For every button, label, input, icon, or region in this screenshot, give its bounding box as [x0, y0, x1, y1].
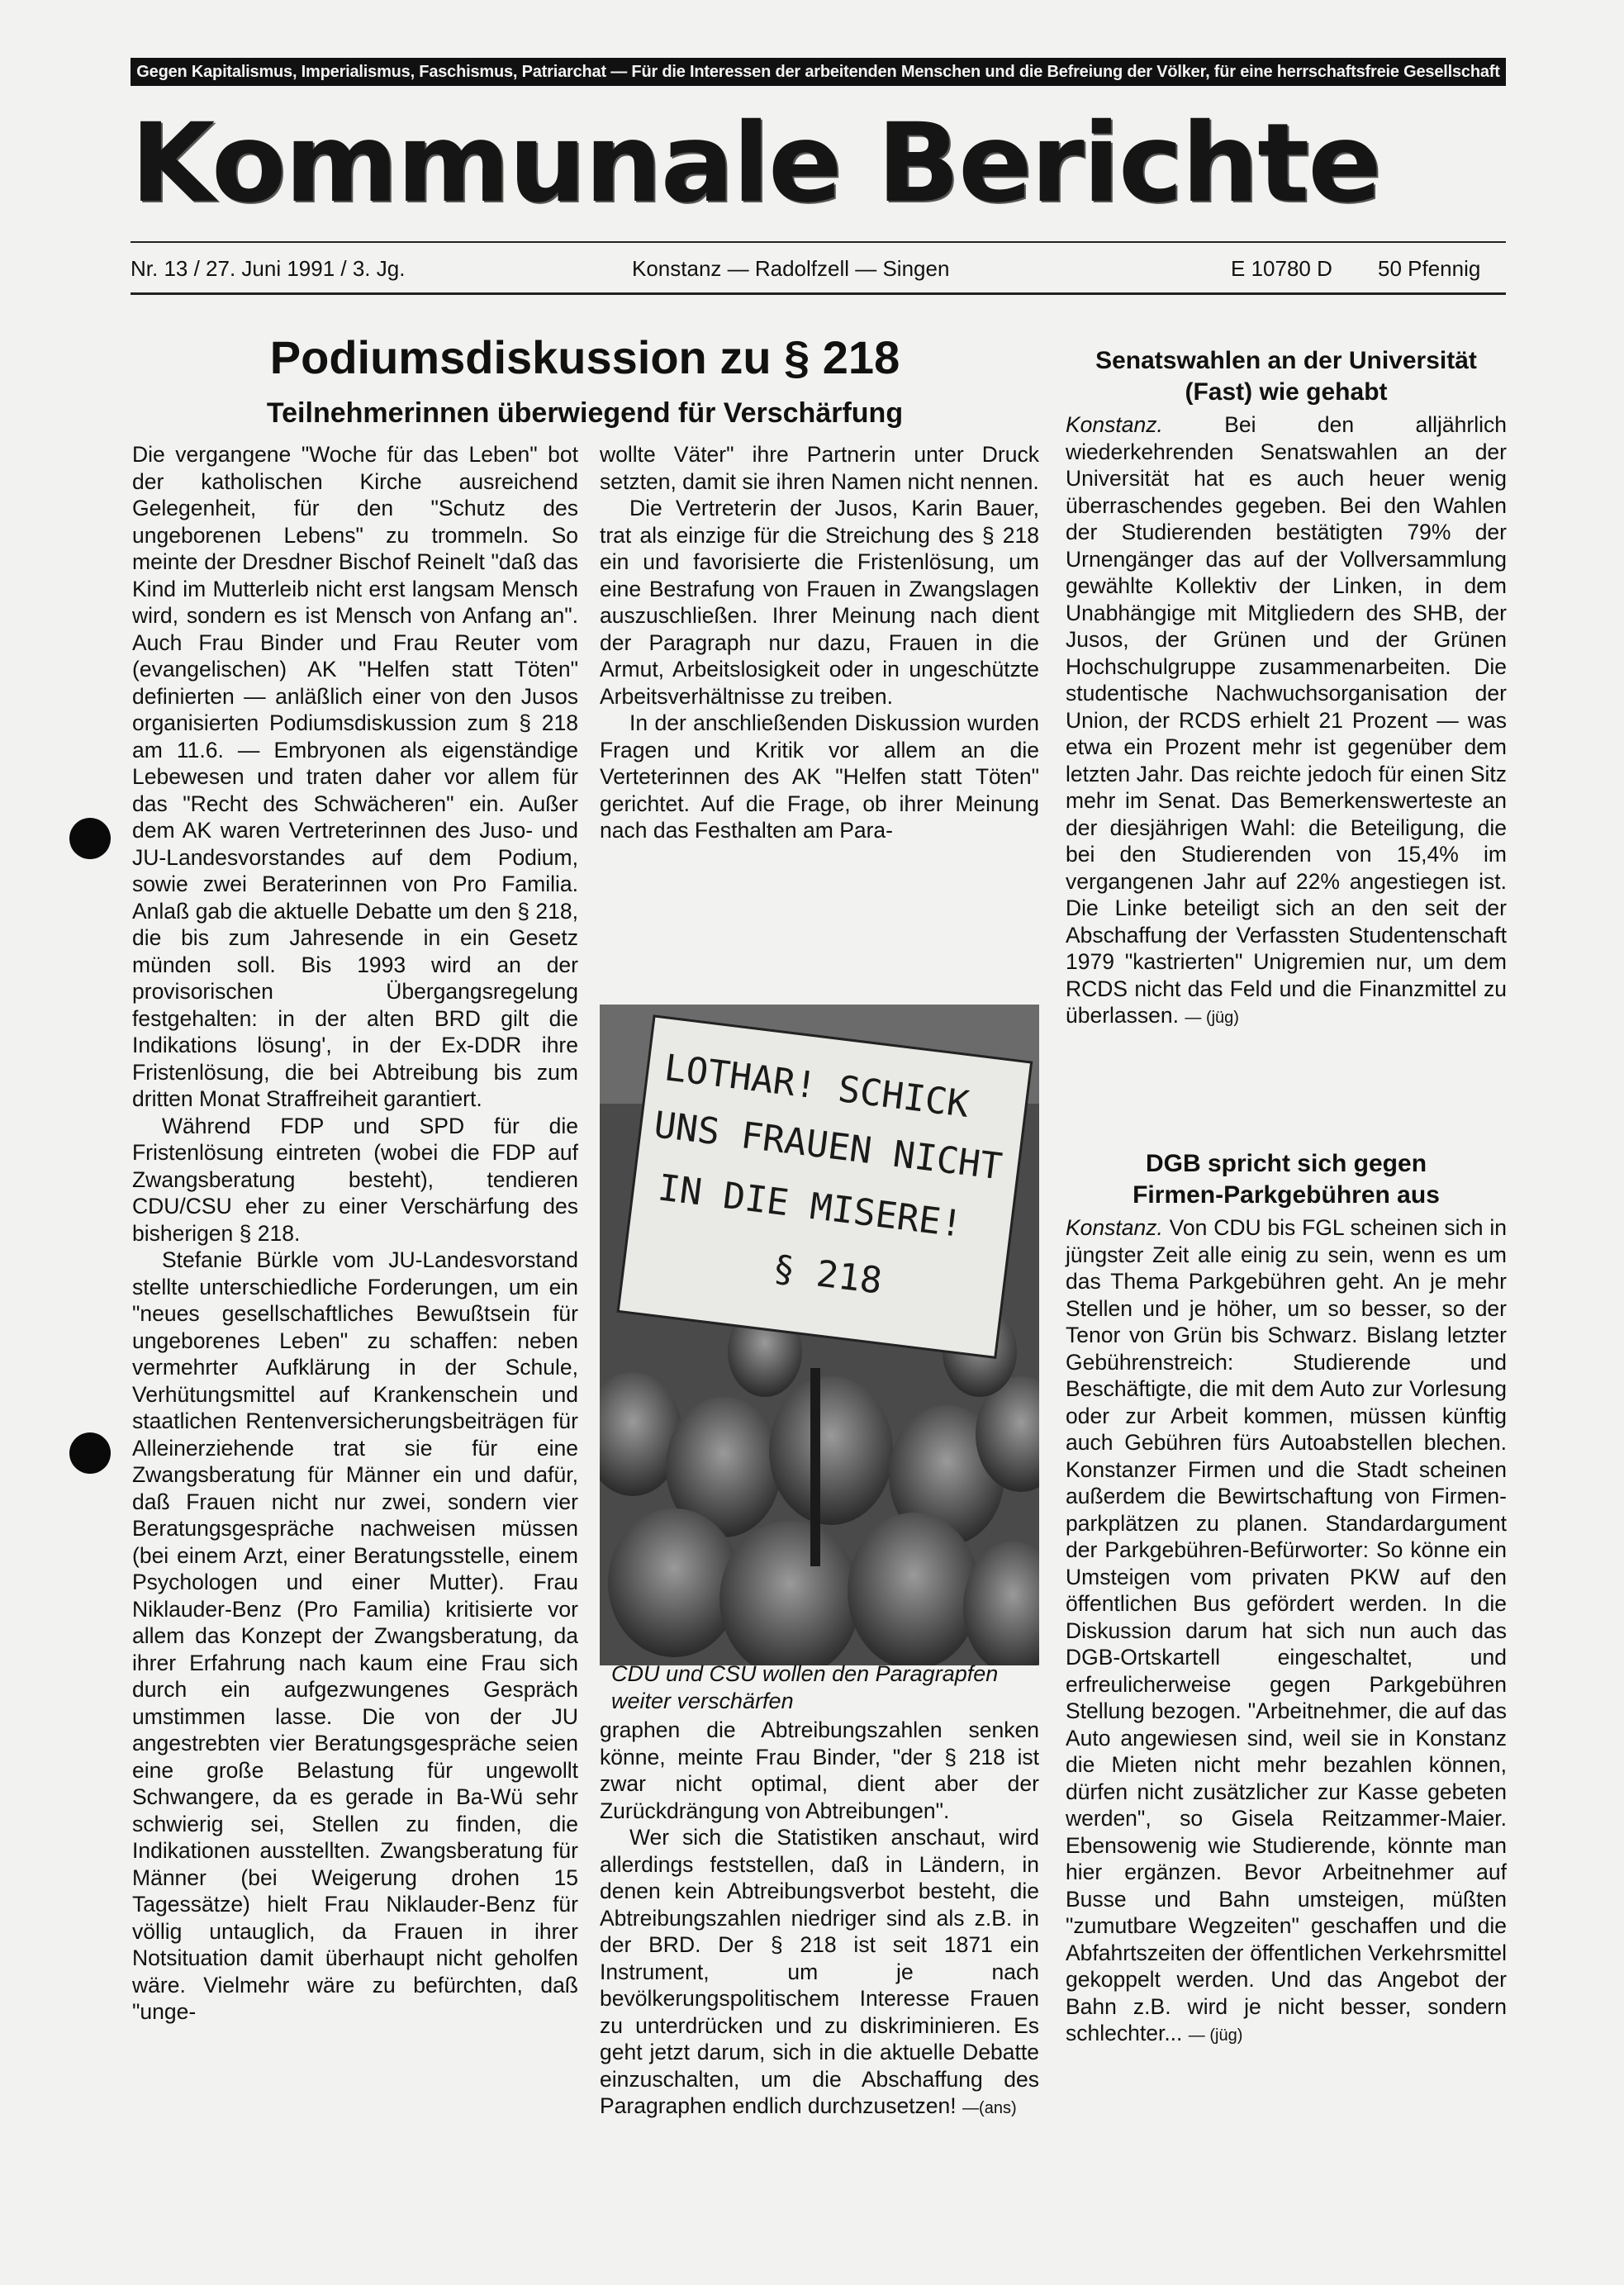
side-article-1-body [1066, 411, 1507, 1032]
sign-line: IN DIE MISERE! [655, 1166, 966, 1247]
main-article-column-2-top [600, 441, 1039, 844]
author-signature: — (jüg) [1185, 1009, 1239, 1027]
paragraph: Während FDP und SPD für die Fristenlösung eintreten (wobei die FDP auf Zwangsberatung besteht), tendieren CDU/CSU eher zu einer Verschärfung des bisherigen § 218. [132, 1113, 578, 1246]
side-article-2-headline: DGB spricht sich gegen Firmen-Parkgebühren aus [1133, 1150, 1440, 1209]
dateline: Konstanz. [1066, 1215, 1163, 1240]
masthead-title: Kommunale Berichte [131, 106, 1380, 221]
issue-info-bar [131, 251, 1506, 286]
issue-number: Nr. 13 / 27. Juni 1991 / 3. Jg. [131, 256, 406, 281]
paragraph: graphen die Abtreibungszahlen senken könne, meinte Frau Binder, "der § 218 ist zwar nicht optimal, dient aber der Zurückdrängung von Abtreibungen". [600, 1717, 1039, 1823]
paragraph: Die vergangene "Woche für das Leben" bot der katholischen Kirche ausreichend Gelegenheit, für den "Schutz des ungeborenen Lebens" zu trommeln. So meinte der Dresdner Bischof Reinelt "daß das Kind im Mutterleib nicht erst langsam Mensch wird, sondern es ist Mensch von Anfang an". Auch Frau Binder und Frau Reuter vom (evangelischen) AK "Helfen statt Töten" definierten — anläßlich einer von den Jusos organisierten Podiumsdiskussion zum § 218 am 11.6. — Embryonen als eigenständige Lebewesen und traten daher vor allem für das "Recht des Schwächeren" ein. Außer dem AK waren Vertreterinnen des Juso- und JU-Landesvorstandes auf dem Podium, sowie zwei Beraterinnen von Pro Familia. Anlaß gab die aktuelle Debatte um den § 218, die bis zum Jahresende in ein Gesetz münden soll. Bis 1993 wird an der provisorischen Übergangsregelung festgehalten: in der alten BRD gilt die Indikations lösung', in der Ex-DDR ihre Fristenlösung, die bei Abtreibung bis zum dritten Monat Straffreiheit garantiert. [132, 442, 578, 1111]
sign-line: LOTHAR! SCHICK [662, 1047, 971, 1126]
punch-hole-icon [69, 1432, 111, 1474]
side-article-1-headline: Senatswahlen an der Universität (Fast) wie gehabt [1095, 347, 1477, 406]
paragraph: Stefanie Bürkle vom JU-Landesvorstand stellte unterschiedliche Forderungen, um ein "neues gesellschaftliches Bewußtsein für ungeborenes Leben" zu schaffen: neben vermehrter Aufklärung in der Schule, Verhütungsmittel auf Krankenschein und staatlichen Rentenversicherungsbeiträgen für Alleinerziehende trat sie für eine Zwangsberatung für Männer ein und dafür, daß Frauen nicht nur zwei, sondern vier Beratungsgespräche nachweisen müssen (bei einem Arzt, einer Beratungsstelle, einem Psychologen und einer Mutter). Frau Niklauder-Benz (Pro Familia) kritisierte vor allem das Konzept der Zwangsberatung, da ihrer Erfahrung nach kaum eine Frau sich durch ein aufgezwungenes Gespräch umstimmen lasse. Die von der JU angestrebten vier Beratungsgespräche seien eine große Belastung für ungewollt Schwangere, da es gerade in Ba-Wü sehr schwierig sei, Stellen zu finden, die Indikationen ausstellten. Zwangsberatung für Männer (bei Weigerung drohen 15 Tagessätze) hielt Frau Niklauder-Benz für völlig untauglich, da Frauen in ihrer Notsituation damit überhaupt nicht geholfen wäre. Vielmehr wäre zu befürchten, daß "unge- [132, 1247, 578, 2024]
paragraph: Die Vertreterin der Jusos, Karin Bauer, trat als einzige für die Streichung des § 218 ein und favorisierte die Fristenlösung, um eine Bestrafung von Frauen in Zwangslagen auszuschließen. Ihrer Meinung nach dient der Paragraph nur dazu, Frauen in die Armut, Arbeitslosigkeit oder in ungeschützte Arbeitsverhältnisse zu treiben. [600, 496, 1039, 709]
main-article-column-2-bottom [600, 1717, 1039, 2122]
paragraph: Wer sich die Statistiken anschaut, wird allerdings feststellen, daß in Ländern, in denen kein Abtreibungsverbot besteht, die Abtreibungszahlen niedriger sind als z.B. in der BRD. Der § 218 ist seit 1871 ein Instrument, um je nach bevölkerungspolitischem Interesse Frauen zu unterdrücken und zu diskriminieren. Es geht jetzt darum, sich in die aktuelle Debatte einzuschalten, um die Abschaffung des Paragraphen endlich durchzusetzen! —(ans) [600, 1825, 1039, 2118]
sign-line: § 218 [770, 1247, 885, 1303]
protest-photo-drawing [600, 1005, 1039, 1665]
main-article-column-1 [132, 441, 578, 2026]
header-rule-top [131, 241, 1506, 243]
author-signature: — (jüg) [1188, 2026, 1243, 2045]
postal-code: E 10780 D [1231, 256, 1332, 281]
edition-places: Konstanz — Radolfzell — Singen [632, 256, 950, 281]
header-rule-bottom [131, 292, 1506, 295]
protest-photo [600, 1005, 1039, 1665]
masthead-tagline: Gegen Kapitalismus, Imperialismus, Faschismus, Patriarchat — Für die Interessen der arbeitenden Menschen und die Befreiung der Völker, für eine herrschaftsfreie Gesellschaft [131, 58, 1506, 86]
dateline: Konstanz. [1066, 412, 1163, 437]
main-headline: Podiumsdiskussion zu § 218 [269, 331, 900, 383]
paragraph: wollte Väter" ihre Partnerin unter Druck setzten, damit sie ihren Namen nicht nennen. [600, 442, 1039, 494]
issue-price: 50 Pfennig [1378, 256, 1481, 281]
side-article-2-body [1066, 1214, 1507, 2050]
main-subhead: Teilnehmerinnen überwiegend für Verschärfung [266, 397, 904, 429]
author-signature: —(ans) [962, 2099, 1017, 2117]
paragraph: In der anschließenden Diskussion wurden Fragen und Kritik vor allem an die Verteterinnen des AK "Helfen statt Töten" gerichtet. Auf die Frage, ob ihrer Meinung nach das Festhalten am Para- [600, 710, 1039, 843]
sign-line: UNS FRAUEN NICHT [651, 1104, 1004, 1189]
punch-hole-icon [69, 818, 111, 859]
paragraph: Konstanz. Bei den alljährlich wiederkehrenden Senatswahlen an der Universität hat es auch heuer wenig überraschendes gegeben. Bei den Wahlen der Studierenden bestätigten 79% der Urnengänger das auf der Vollversammlung gewählte Kollektiv der Linken, in dem Unabhängige mit Mitgliedern des SHB, der Jusos, der Grünen und der Grünen Hochschulgruppe zusammenarbeiten. Die studentische Nachwuchsorganisation der Union, der RCDS erhielt 21 Prozent — was etwa ein Prozent mehr ist gegenüber dem letzten Jahr. Das reichte jedoch für einen Sitz mehr im Senat. Das Bemerkenswerteste an der diesjährigen Wahl: die Beteiligung, die bei den Studierenden von 15,4% im vergangenen Jahr auf 22% angestiegen ist. Die Linke beteiligt sich an den seit der Abschaffung der Verfassten Studentenschaft 1979 "kastrierten" Unigremien nur, um dem RCDS nicht das Feld und die Finanzmittel zu überlassen. — (jüg) [1066, 412, 1507, 1028]
photo-caption: CDU und CSU wollen den Paragrapfen weiter verschärfen [611, 1661, 999, 1713]
paragraph: Konstanz. Von CDU bis FGL scheinen sich in jüngster Zeit alle einig zu sein, wenn es um das Thema Parkgebühren geht. An je mehr Stellen und je höher, um so besser, so der Tenor von Grün bis Schwarz. Bislang letzter Gebührenstreich: Studierende und Beschäftigte, die mit dem Auto zur Vorlesung oder zur Arbeit kommen, müssen künftig auch Gebühren fürs Autoabstellen blechen. Konstanzer Firmen und die Stadt scheinen außerdem die Bewirtschaftung von Firmen-parkplätzen zu planen. Standardargument der Parkgebühren-Befürworter: So könne ein Umsteigen vom privaten PKW auf den öffentlichen Bus gefördert werden. In die Diskussion darum hat sich nun auch das DGB-Ortskartell eingeschaltet, und erfreulicherweise gegen Parkgebühren Stellung bezogen. "Arbeitnehmer, die auf das Auto angewiesen sind, weil sie in Konstanz die Mieten nicht mehr bezahlen können, dürfen nicht zusätzlicher zur Kasse gebeten werden", so Gisela Reitzammer-Maier. Ebensowenig wie Studierende, könnte man hier ergänzen. Bevor Arbeitnehmer auf Busse und Bahn umsteigen, müßten "zumutbare Wegzeiten" geschaffen und die Abfahrtszeiten der öffentlichen Verkehrsmittel gekoppelt werden. Und das Angebot der Bahn z.B. wird je nicht besser, sondern schlechter... — (jüg) [1066, 1215, 1507, 2045]
